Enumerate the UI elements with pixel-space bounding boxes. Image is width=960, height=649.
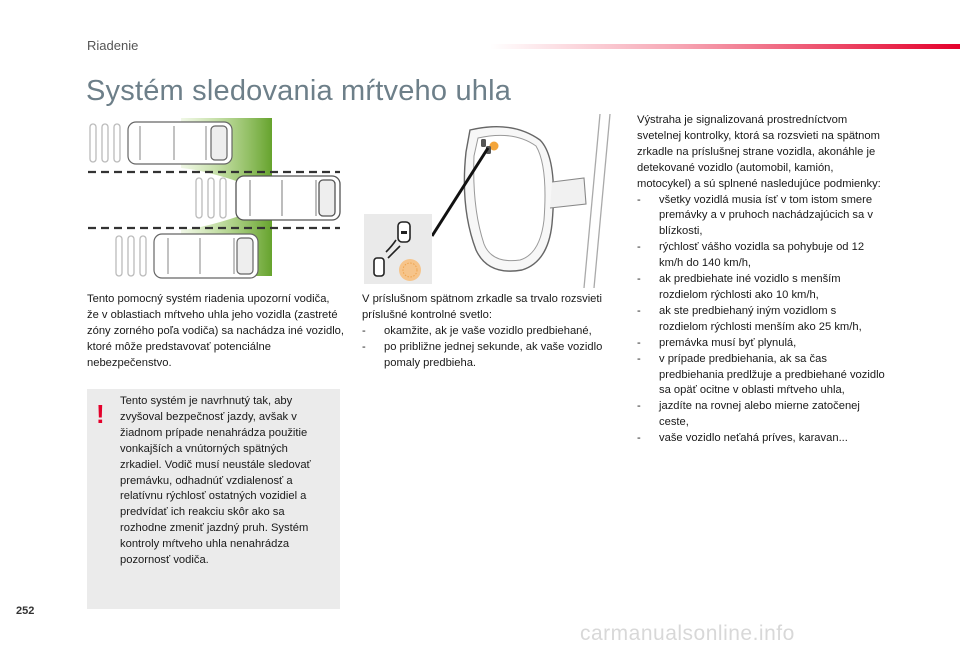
car-upper-lane bbox=[128, 122, 232, 164]
conditions-section bbox=[637, 113, 885, 447]
watermark: carmanualsonline.info bbox=[580, 622, 795, 645]
list-item: - okamžite, ak je vaše vozidlo predbiehané, bbox=[362, 324, 612, 340]
list-item: - rýchlosť vášho vozidla sa pohybuje od 12 km/h do 140 km/h, bbox=[637, 240, 885, 272]
list-item: - ak ste predbiehaný iným vozidlom s rozdielom rýchlosti menším ako 25 km/h, bbox=[637, 304, 885, 336]
page-number: 252 bbox=[16, 605, 35, 617]
section-title: Riadenie bbox=[87, 38, 139, 53]
list-item: - vaše vozidlo neťahá príves, karavan... bbox=[637, 431, 885, 447]
warning-exclamation-icon: ! bbox=[96, 399, 105, 429]
list-item: - premávka musí byť plynulá, bbox=[637, 336, 885, 352]
list-item: - všetky vozidlá musia ísť v tom istom smere premávky a v pruhoch nachádzajúcich sa v blízkosti, bbox=[637, 193, 885, 241]
warning-box bbox=[87, 389, 340, 609]
intro-paragraph: Tento pomocný systém riadenia upozorní vodiča, že v oblastiach mŕtveho uhla jeho vozidla (zastreté zóny zorného poľa vodiča) sa nachádza iné vozidlo, ktoré môže predstavovať potenciálne nebezpečenstvo. bbox=[87, 293, 345, 369]
conditions-intro: Výstraha je signalizovaná prostredníctvom svetelnej kontrolky, ktorá sa rozsvieti na spätnom zrkadle na príslušnej strane vozidla, akonáhle je detekované vozidlo (automobil, kamión, motocykel) a sú splnené nasledujúce podmienky: bbox=[637, 114, 881, 190]
indicator-lamp-zoom bbox=[399, 259, 421, 281]
list-item: - v prípade predbiehania, ak sa čas predbiehania predlžuje a predbiehané vozidlo sa opäť ocitne v oblasti mŕtveho uhla, bbox=[637, 352, 885, 400]
blind-spot-zone-illustration bbox=[86, 112, 344, 290]
mirror-intro: V príslušnom spätnom zrkadle sa trvalo rozsvieti príslušné kontrolné svetlo: bbox=[362, 293, 603, 321]
mirror-description bbox=[362, 292, 612, 372]
list-item: - jazdíte na rovnej alebo mierne zatočenej ceste, bbox=[637, 399, 885, 431]
mirror-illustration bbox=[362, 112, 620, 290]
page-title: Systém sledovania mŕtveho uhla bbox=[86, 75, 512, 107]
header-accent-line bbox=[490, 44, 960, 49]
warning-text: Tento systém je navrhnutý tak, aby zvyšoval bezpečnosť jazdy, avšak v žiadnom prípade nenahrádza použitie vonkajších a vnútorných spätných zrkadiel. Vodič musí neustále sledovať premávku, odhadnúť vzdialenosť a relatívnu rýchlosť ostatných vozidiel a predvídať ich reakciu skôr ako sa rozhodne zmeniť jazdný pruh. Systém kontroly mŕtveho uhla nenahrádza pozornosť vodiča. bbox=[120, 395, 311, 567]
conditions-list bbox=[637, 193, 885, 448]
list-item: - ak predbiehate iné vozidlo s menším rozdielom rýchlosti ako 10 km/h, bbox=[637, 272, 885, 304]
own-car bbox=[236, 176, 340, 220]
mirror-list bbox=[362, 324, 612, 372]
car-lower-lane bbox=[154, 234, 258, 278]
list-item: - po približne jednej sekunde, ak vaše vozidlo pomaly predbieha. bbox=[362, 340, 612, 372]
